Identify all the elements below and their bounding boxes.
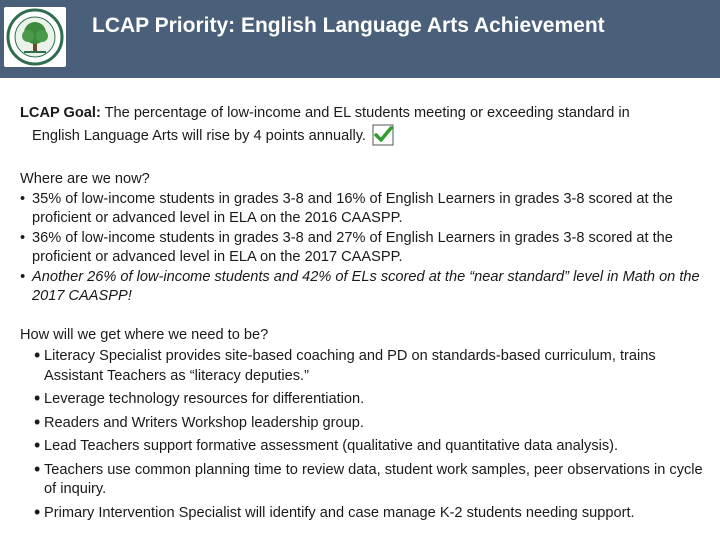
where-now-section	[20, 170, 710, 307]
slide-title: LCAP Priority: English Language Arts Achievement	[92, 14, 605, 37]
school-seal-icon	[4, 7, 66, 67]
how-get-there-list	[20, 347, 710, 523]
list-item: • Teachers use common planning time to review data, student work samples, peer observations in cycle of inquiry.	[20, 461, 710, 500]
list-item: • Primary Intervention Specialist will identify and case manage K-2 students needing support.	[20, 504, 710, 524]
how-get-there-heading: How will we get where we need to be?	[20, 326, 269, 343]
where-now-heading: Where are we now?	[20, 171, 150, 187]
list-item: • Lead Teachers support formative assessment (qualitative and quantitative data analysis).	[20, 437, 710, 457]
list-item: • Another 26% of low-income students and 42% of ELs scored at the “near standard” level in Math on the 2017 CAASPP!	[20, 268, 710, 307]
list-item: • 35% of low-income students in grades 3-8 and 16% of English Learners in grades 3-8 scored at the proficient or advanced level in ELA on the 2016 CAASPP.	[20, 190, 710, 229]
how-get-there-section	[20, 326, 710, 524]
where-now-list	[20, 190, 710, 307]
goal-text-line2-wrap	[20, 124, 710, 153]
slide-content	[20, 104, 710, 523]
list-item: • Literacy Specialist provides site-based coaching and PD on standards-based curriculum, trains Assistant Teachers as “literacy deputies.”	[20, 347, 710, 386]
goal-label: LCAP Goal:	[20, 105, 101, 121]
list-item: • Readers and Writers Workshop leadership group.	[20, 414, 710, 434]
list-item: • Leverage technology resources for differentiation.	[20, 390, 710, 410]
goal-paragraph	[20, 104, 710, 152]
list-item: • 36% of low-income students in grades 3-8 and 27% of English Learners in grades 3-8 scored at the proficient or advanced level in ELA on the 2017 CAASPP.	[20, 229, 710, 268]
green-checkmark-icon	[372, 124, 394, 153]
goal-text-line2: English Language Arts will rise by 4 points annually.	[32, 127, 366, 144]
slide-header	[0, 0, 720, 78]
goal-text-line1: The percentage of low-income and EL students meeting or exceeding standard in	[100, 105, 630, 121]
